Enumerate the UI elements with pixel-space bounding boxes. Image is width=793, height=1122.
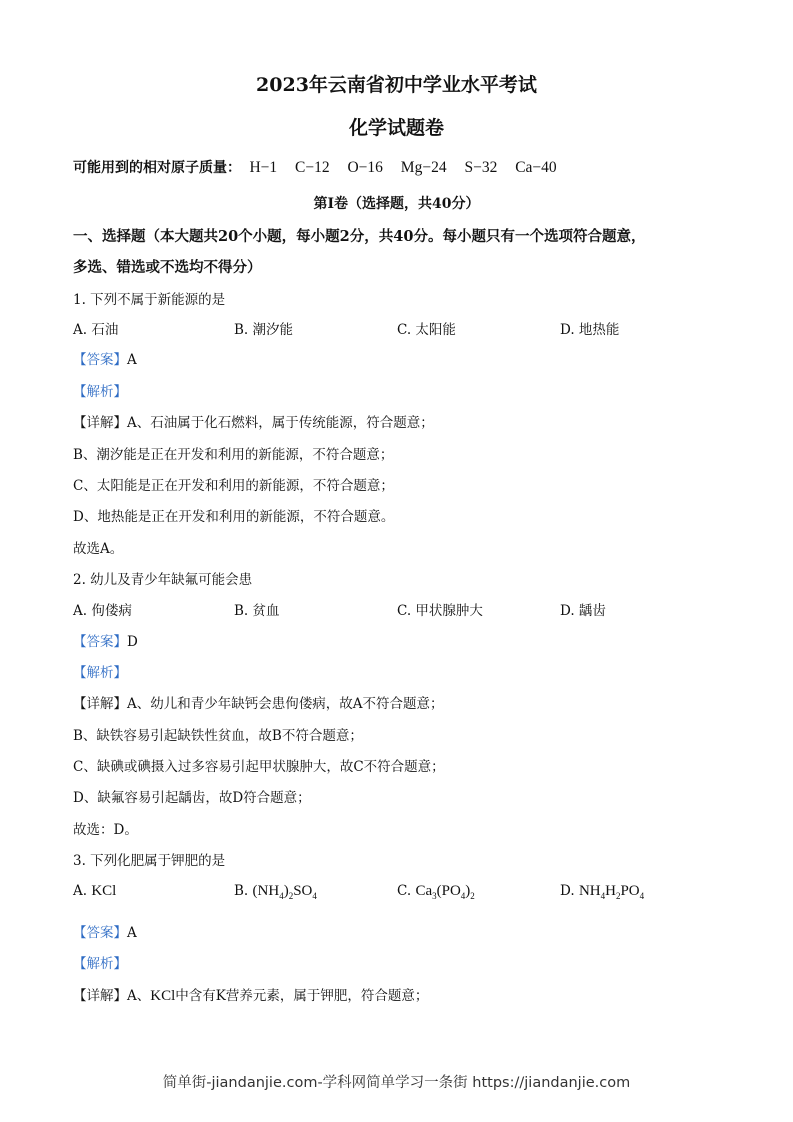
q3-option-c-letter: C. — [397, 883, 412, 899]
q1-option-b: B. 潮汐能 — [234, 322, 294, 338]
formula-subscript: 2 — [288, 891, 294, 901]
formula-subscript: 4 — [312, 891, 317, 901]
q3-answer: A — [127, 925, 137, 941]
q3-option-a-formula: KCl — [91, 883, 117, 899]
q3-option-b — [234, 883, 317, 901]
q2-option-d: D. 龋齿 — [560, 603, 606, 619]
formula-subscript: 2 — [615, 891, 621, 901]
exam-subtitle: 化学试题卷 — [348, 117, 444, 139]
atomic-mass-values — [249, 159, 570, 176]
section-instruction-2: 多选、错选或不选均不得分） — [73, 259, 262, 276]
q3-option-a — [73, 883, 116, 900]
atomic-mass-o: O−16 — [347, 159, 383, 176]
q2-detail-1: 【详解】A、幼儿和青少年缺钙会患佝偻病，故A不符合题意； — [73, 696, 444, 712]
q3-answer-line — [73, 921, 137, 941]
formula-part: ) — [283, 883, 289, 899]
q2-detail-3: C、缺碘或碘摄入过多容易引起甲状腺肿大，故C不符合题意； — [73, 759, 445, 775]
atomic-mass-label: 可能用到的相对原子质量： — [73, 160, 241, 176]
q1-detail-3: C、太阳能是正在开发和利用的新能源，不符合题意； — [73, 478, 394, 494]
q3-detail-formula: KCl — [150, 988, 176, 1004]
q1-detail-1: 【详解】A、石油属于化石燃料，属于传统能源，符合题意； — [73, 415, 434, 431]
q1-conclusion: 故选A。 — [73, 541, 124, 557]
page-footer: 简单街-jiandanjie.com-学科网简单学习一条街 https://jiandanjie.com — [162, 1075, 631, 1091]
q1-detail-2: B、潮汐能是正在开发和利用的新能源，不符合题意； — [73, 447, 394, 463]
q1-option-c: C. 太阳能 — [397, 322, 456, 338]
q1-option-a: A. 石油 — [73, 322, 119, 338]
exam-title: 2023年云南省初中学业水平考试 — [256, 74, 537, 96]
formula-subscript: 4 — [460, 891, 466, 901]
q1-stem: 1. 下列不属于新能源的是 — [73, 292, 226, 308]
q2-answer: D — [127, 634, 138, 650]
formula-part: H — [605, 883, 616, 899]
q3-option-b-formula — [253, 883, 317, 899]
formula-part: Ca — [415, 883, 433, 899]
atomic-mass-ca: Ca−40 — [515, 159, 557, 176]
q3-stem: 3. 下列化肥属于钾肥的是 — [73, 853, 226, 869]
q3-option-c-formula — [415, 883, 474, 899]
q2-option-a: A. 佝偻病 — [73, 603, 132, 619]
q1-option-d: D. 地热能 — [560, 322, 620, 338]
q3-answer-tag: 【答案】 — [73, 925, 127, 941]
formula-part: ) — [465, 883, 471, 899]
formula-subscript: 3 — [432, 891, 437, 901]
q3-option-d-letter: D. — [560, 883, 575, 899]
section-instruction-1: 一、选择题（本大题共20个小题，每小题2分，共40分。每小题只有一个选项符合题意， — [73, 228, 646, 245]
formula-subscript: 2 — [470, 891, 475, 901]
q2-answer-tag: 【答案】 — [73, 634, 127, 650]
q3-option-b-letter: B. — [234, 883, 249, 899]
formula-part: SO — [293, 883, 313, 899]
formula-part: PO — [620, 883, 640, 899]
q3-option-d — [560, 883, 644, 901]
q2-answer-line — [73, 630, 138, 650]
atomic-mass-mg: Mg−24 — [400, 159, 447, 176]
q3-detail-prefix: 【详解】A、 — [73, 988, 151, 1004]
volume-heading: 第I卷（选择题，共40分） — [313, 196, 480, 212]
formula-part: (NH — [252, 883, 280, 899]
q2-detail-2: B、缺铁容易引起缺铁性贫血，故B不符合题意； — [73, 728, 363, 744]
q3-analysis-tag: 【解析】 — [73, 956, 127, 972]
formula-part: NH — [578, 883, 601, 899]
q1-detail-4: D、地热能是正在开发和利用的新能源，不符合题意。 — [73, 509, 395, 525]
q2-conclusion: 故选：D。 — [73, 822, 138, 838]
q3-option-c — [397, 883, 475, 901]
q3-detail-suffix: 中含有K营养元素，属于钾肥，符合题意； — [175, 988, 429, 1004]
q3-option-a-letter: A. — [73, 883, 88, 899]
q2-option-c: C. 甲状腺肿大 — [397, 603, 483, 619]
formula-part: (PO — [436, 883, 461, 899]
q2-analysis-tag: 【解析】 — [73, 665, 127, 681]
q2-option-b: B. 贫血 — [234, 603, 280, 619]
q3-option-d-formula — [579, 883, 644, 899]
formula-subscript: 4 — [600, 891, 606, 901]
atomic-mass-h: H−1 — [249, 159, 278, 176]
q1-answer-line — [73, 348, 137, 368]
q1-analysis-tag: 【解析】 — [73, 384, 127, 400]
q2-stem: 2. 幼儿及青少年缺氟可能会患 — [73, 572, 253, 588]
atomic-mass-s: S−32 — [464, 159, 498, 176]
formula-subscript: 4 — [639, 891, 645, 901]
q1-answer: A — [127, 352, 137, 368]
atomic-mass-line — [73, 157, 571, 177]
q3-detail-1 — [73, 984, 428, 1005]
atomic-mass-c: C−12 — [295, 159, 330, 176]
q2-detail-4: D、缺氟容易引起龋齿，故D符合题意； — [73, 790, 311, 806]
q1-answer-tag: 【答案】 — [73, 352, 127, 368]
formula-subscript: 4 — [279, 891, 284, 901]
